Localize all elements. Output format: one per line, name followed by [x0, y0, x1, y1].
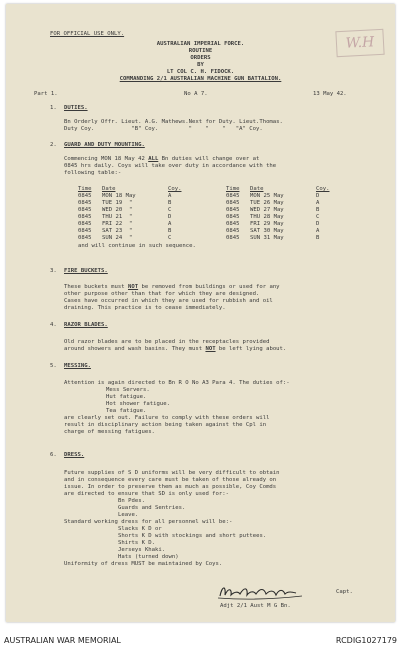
duty-table-cell: SUN 24 " — [102, 235, 133, 241]
duty-table-header: Time — [226, 186, 240, 192]
duty-table-cell: C — [168, 207, 172, 213]
duty-table-header: Date — [102, 186, 116, 192]
duty-table-cell: 0845 — [226, 228, 240, 234]
section-6-line-1: Future supplies of S D uniforms will be very difficult to obtain — [64, 470, 280, 476]
duty-table-cell: 0845 — [226, 200, 240, 206]
duty-table-cell: THU 28 May — [250, 214, 284, 220]
working-dress-item: Jerseys Khaki. — [118, 547, 166, 553]
section-1-title: DUTIES. — [64, 105, 88, 111]
section-1-number: 1. — [50, 105, 57, 111]
duty-table-cell: A — [316, 200, 320, 206]
header-line-2: ROUTINE — [188, 48, 213, 54]
sd-use-item: Leave. — [118, 512, 139, 518]
duty-table-cell: A — [168, 221, 172, 227]
duty-table-header: Coy. — [316, 186, 330, 192]
header-line-3: ORDERS — [190, 55, 211, 61]
section-5-line-3: result in disciplinary action being taken against the Cpl in — [64, 422, 267, 428]
duty-table-cell: A — [168, 193, 172, 199]
messing-item: Mess Servers. — [106, 387, 150, 393]
duty-table-cell: WED 20 " — [102, 207, 133, 213]
section-5-title: MESSING. — [64, 363, 91, 369]
duty-table-cell: A — [316, 228, 320, 234]
working-dress-item: Shorts K D with stockings and short puttees. — [118, 533, 267, 539]
working-dress-item: Hats (turned down) — [118, 554, 179, 560]
duty-table-cell: 0845 — [78, 207, 92, 213]
section-2-line-3: following table:- — [64, 170, 122, 176]
part-number: Part 1. — [34, 91, 58, 97]
s2-l1-emphasis: ALL — [148, 156, 159, 162]
duty-table-cell: 0845 — [78, 214, 92, 220]
duty-table-cell: C — [168, 235, 172, 241]
duty-table-cell: 0845 — [226, 214, 240, 220]
working-dress-item: Shirts K D. — [118, 540, 156, 546]
section-3-number: 3. — [50, 268, 57, 274]
archive-footer — [0, 626, 401, 654]
duty-table-header: Time — [78, 186, 92, 192]
section-3-line-2: other purpose other than that for which they are designed. — [64, 291, 260, 297]
duty-table-cell: FRI 29 May — [250, 221, 284, 227]
signatory-rank: Capt. — [336, 589, 353, 595]
section-6-line-4: are directed to ensure that SD is only used for:- — [64, 491, 230, 497]
duty-table-cell: 0845 — [78, 200, 92, 206]
s4-l2-emphasis: NOT — [205, 346, 216, 352]
section-2-line-2: 0845 hrs daily. Coys will take over duty in accordance with the — [64, 163, 277, 169]
section-1-line-2: Duty Coy. "B" Coy. " " " "A" Coy. — [64, 126, 263, 132]
duty-table-header: Coy. — [168, 186, 182, 192]
messing-item: Hot shower fatigue. — [106, 401, 170, 407]
section-6-number: 6. — [50, 452, 57, 458]
s3-l1-emphasis: NOT — [128, 284, 139, 290]
section-3-line-3: Cases have occurred in which they are used for rubbish and oil — [64, 298, 273, 304]
order-number: No A 7. — [184, 91, 208, 97]
section-3-line-1 — [64, 284, 280, 291]
registry-stamp: W.H — [335, 29, 384, 57]
sd-use-item: Guards and Sentries. — [118, 505, 186, 511]
section-5-line-2: are clearly set out. Failure to comply with these orders will — [64, 415, 270, 421]
section-4-line-2 — [64, 346, 286, 353]
header-line-5: LT COL C. H. FIDOCK. — [166, 69, 235, 75]
duty-table-cell: B — [316, 235, 320, 241]
duty-table-cell: THU 21 " — [102, 214, 133, 220]
duty-table-cell: D — [316, 193, 320, 199]
messing-item: Tea fatigue. — [106, 408, 147, 414]
duty-table-cell: TUE 19 " — [102, 200, 133, 206]
working-dress-item: Slacks K D or — [118, 526, 162, 532]
document-page — [6, 4, 395, 622]
sd-use-item: Bn Pdes. — [118, 498, 145, 504]
duty-table-cell: WED 27 May — [250, 207, 284, 213]
s4-l2-part-a: around showers and wash basins. They must — [64, 346, 206, 352]
section-6-line-5: Standard working dress for all personnel will be:- — [64, 519, 233, 525]
duty-table-cell: D — [316, 221, 320, 227]
duty-table-cell: 0845 — [226, 235, 240, 241]
header-line-4: BY — [197, 62, 204, 68]
duty-table-cell: B — [168, 200, 172, 206]
section-2-number: 2. — [50, 142, 57, 148]
duty-table-cell: B — [168, 228, 172, 234]
s2-l1-part-c: Bn duties will change over at — [158, 156, 260, 162]
archive-reference: RCDIG1027179 — [335, 636, 397, 645]
duty-table-cell: FRI 22 " — [102, 221, 133, 227]
duty-table-cell: B — [316, 207, 320, 213]
archive-name: AUSTRALIAN WAR MEMORIAL — [4, 636, 121, 645]
section-6-line-2: and in consequence every care must be taken of those already on — [64, 477, 277, 483]
messing-item: Hut fatigue. — [106, 394, 147, 400]
section-6-title: DRESS. — [64, 452, 85, 458]
section-2-line-1 — [64, 156, 259, 163]
order-date: 13 May 42. — [313, 91, 347, 97]
section-3-title: FIRE BUCKETS. — [64, 268, 108, 274]
s2-l1-part-a: Commencing MON 18 May 42 — [64, 156, 149, 162]
duty-table-cell: 0845 — [78, 193, 92, 199]
duty-table-cell: 0845 — [78, 228, 92, 234]
section-1-line-1: Bn Orderly Offr. Lieut. A.G. Mathews.Next for Duty. Lieut.Thomas. — [64, 119, 283, 125]
section-4-number: 4. — [50, 322, 57, 328]
classification-label: FOR OFFICIAL USE ONLY. — [50, 31, 125, 37]
section-5-line-1: Attention is again directed to Bn R O No A3 Para 4. The duties of:- — [64, 380, 290, 386]
duty-table-cell: 0845 — [226, 221, 240, 227]
section-6-line-6: Uniformity of dress MUST be maintained by Coys. — [64, 561, 223, 567]
duty-table-cell: SUN 31 May — [250, 235, 284, 241]
signatory-appointment: Adjt 2/1 Aust M G Bn. — [220, 603, 291, 609]
duty-table-cell: 0845 — [226, 207, 240, 213]
header-line-1: AUSTRALIAN IMPERIAL FORCE. — [156, 41, 245, 47]
section-3-line-4: draining. This practice is to cease immediately. — [64, 305, 226, 311]
duty-table-cell: TUE 26 May — [250, 200, 284, 206]
s3-l1-part-c: be removed from buildings or used for any — [138, 284, 280, 290]
duty-table-cell: SAT 30 May — [250, 228, 284, 234]
section-2-closing: and will continue in such sequence. — [78, 243, 196, 249]
s3-l1-part-a: These buckets must — [64, 284, 128, 290]
section-4-title: RAZOR BLADES. — [64, 322, 108, 328]
duty-table-cell: SAT 23 " — [102, 228, 133, 234]
duty-table-cell: MON 18 May — [102, 193, 136, 199]
section-2-title: GUARD AND DUTY MOUNTING. — [64, 142, 145, 148]
section-5-number: 5. — [50, 363, 57, 369]
duty-table-cell: MON 25 May — [250, 193, 284, 199]
handwritten-signature — [216, 582, 312, 602]
duty-table-header: Date — [250, 186, 264, 192]
duty-table-cell: C — [316, 214, 320, 220]
duty-table-cell: D — [168, 214, 172, 220]
duty-table-cell: 0845 — [226, 193, 240, 199]
section-5-line-4: charge of messing fatigues. — [64, 429, 155, 435]
header-line-6: COMMANDING 2/1 AUSTRALIAN MACHINE GUN BATTALION. — [119, 76, 282, 82]
duty-table-cell: 0845 — [78, 221, 92, 227]
s4-l2-part-c: be left lying about. — [215, 346, 287, 352]
section-6-line-3: issue. In order to preserve them as much as possible, Coy Comds — [64, 484, 277, 490]
duty-table-cell: 0845 — [78, 235, 92, 241]
section-4-line-1: Old razor blades are to be placed in the receptacles provided — [64, 339, 270, 345]
